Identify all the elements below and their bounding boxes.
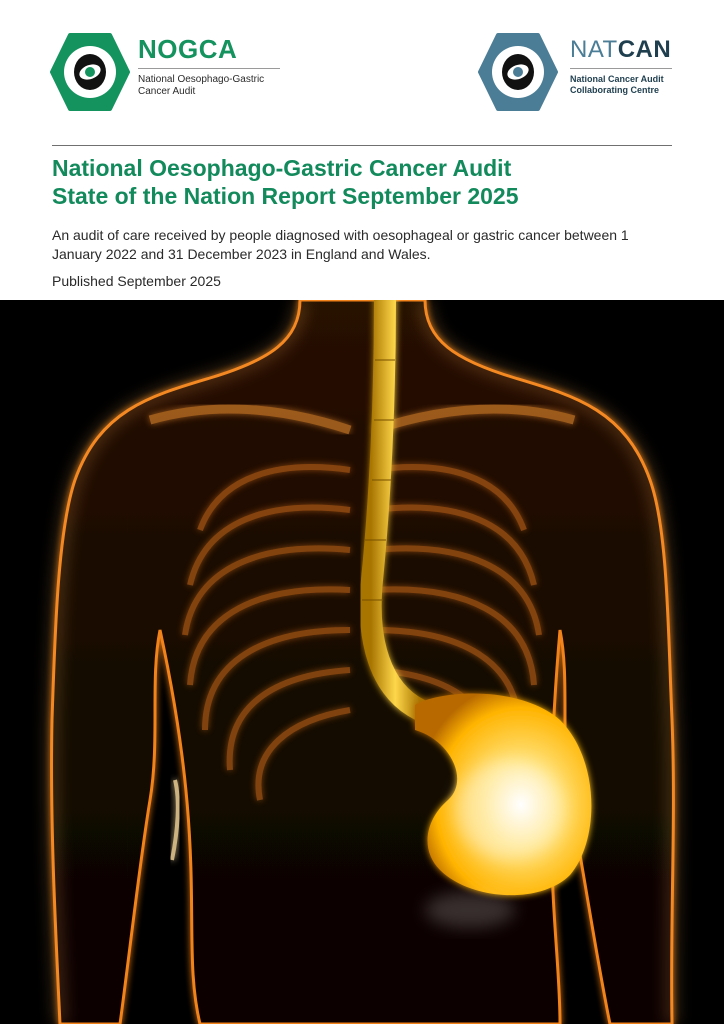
- torso-xray-illustration: [0, 300, 724, 1024]
- publication-date: Published September 2025: [52, 273, 221, 289]
- nogca-subtitle-line1: National Oesophago-Gastric: [138, 74, 265, 85]
- report-header: [0, 0, 724, 300]
- report-title: [52, 154, 692, 210]
- natcan-logo-name: [570, 36, 671, 64]
- natcan-name-part2: CAN: [617, 36, 672, 63]
- natcan-logo-divider: [570, 68, 672, 69]
- natcan-subtitle-line1: National Cancer Audit: [570, 74, 664, 84]
- nogca-logo-subtitle: [138, 74, 288, 98]
- report-subtitle: An audit of care received by people diagnosed with oesophageal or gastric cancer between 1 January 2022 and 31 December 2023 in England and Wales.: [52, 227, 629, 262]
- header-divider: [52, 145, 672, 146]
- natcan-name-part1: NAT: [570, 36, 618, 63]
- nogca-logo: [50, 32, 280, 112]
- nogca-hexagon-icon: [50, 32, 130, 112]
- natcan-hexagon-icon: [478, 32, 558, 112]
- nogca-logo-name: NOGCA: [138, 34, 238, 64]
- body-outline: [52, 300, 674, 1024]
- nogca-subtitle-line2: Cancer Audit: [138, 86, 196, 97]
- nogca-logo-divider: [138, 68, 280, 69]
- report-title-line2: State of the Nation Report September 2025: [52, 183, 519, 209]
- natcan-logo-subtitle: [570, 74, 680, 96]
- natcan-subtitle-line2: Collaborating Centre: [570, 85, 660, 95]
- hero-image: [0, 300, 724, 1024]
- natcan-logo: [478, 32, 678, 112]
- report-title-line1: National Oesophago-Gastric Cancer Audit: [52, 155, 512, 181]
